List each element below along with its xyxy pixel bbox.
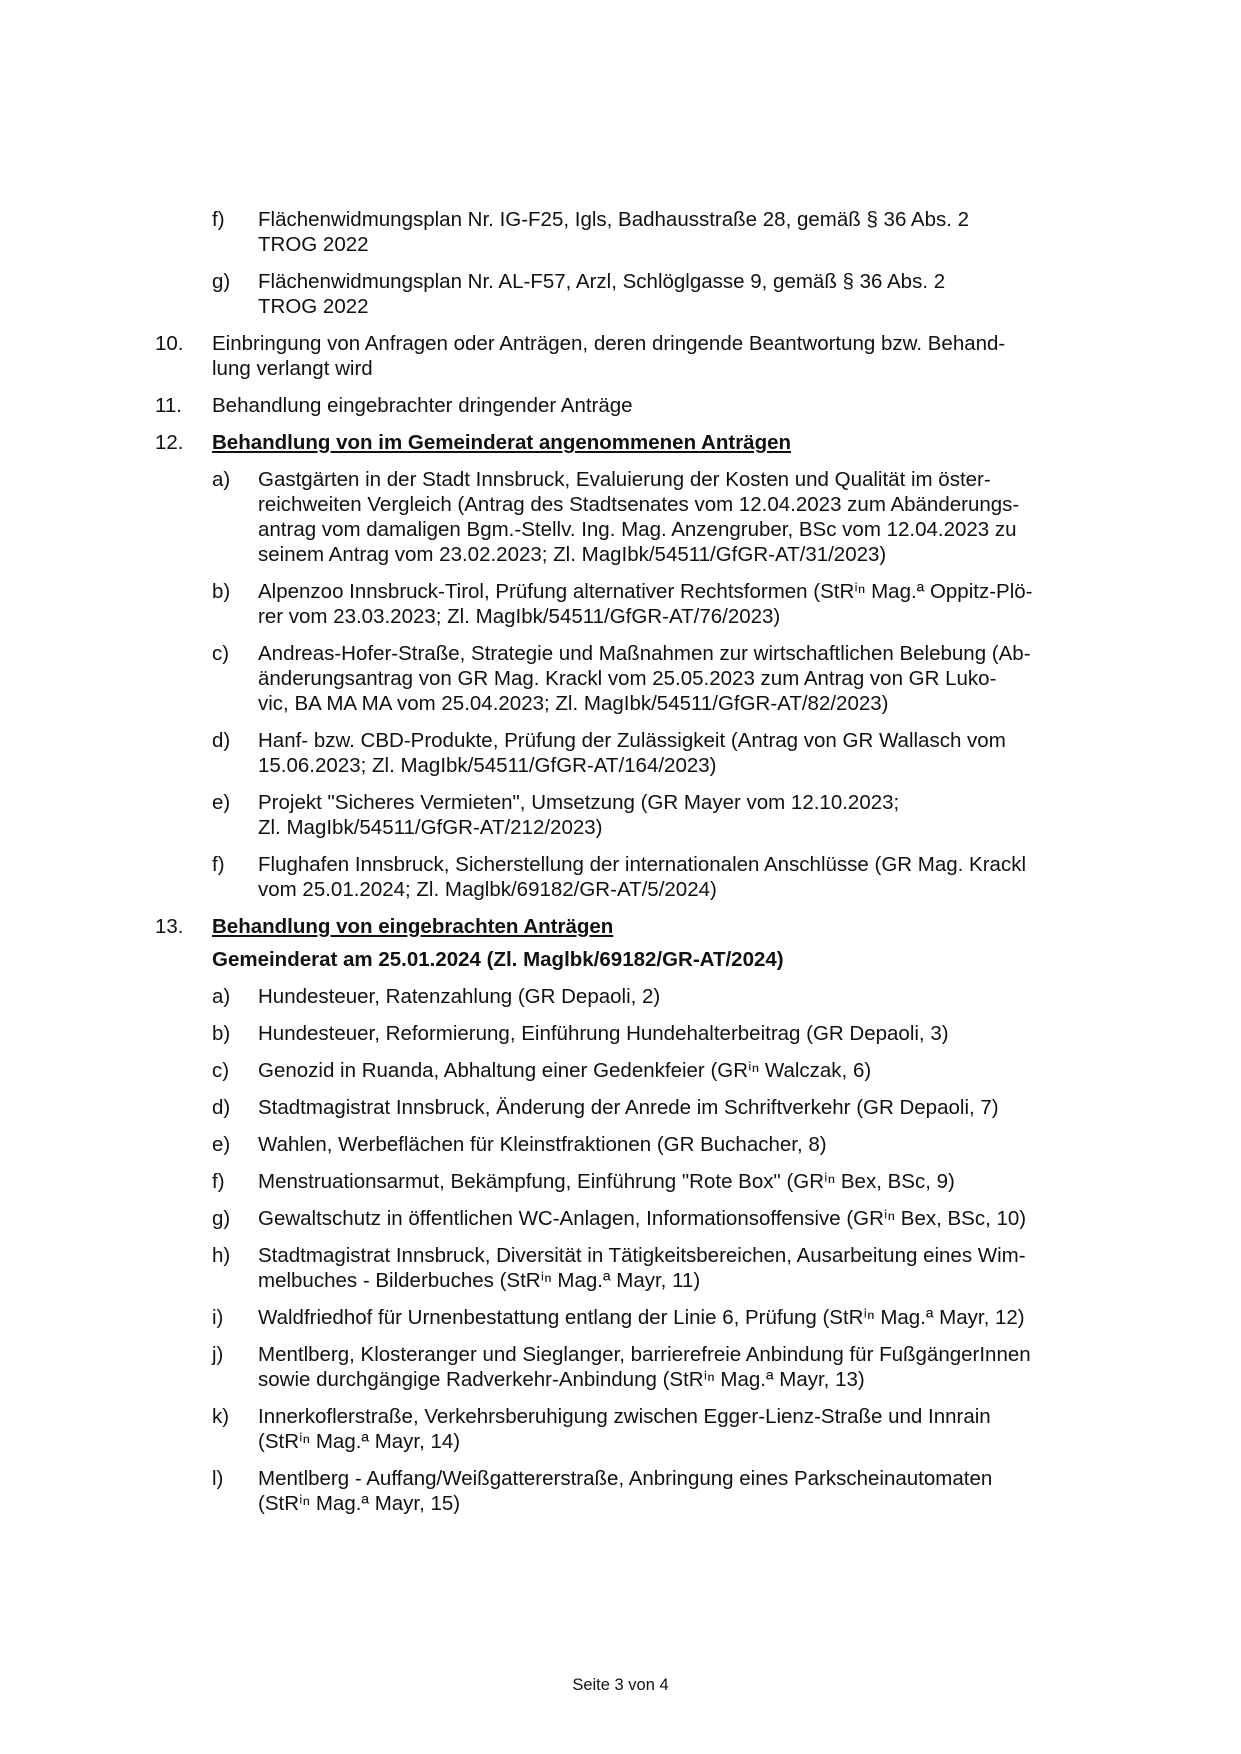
- text-line: änderungsantrag von GR Mag. Krackl vom 25.05.2023 zum Antrag von GR Luko-: [258, 667, 997, 690]
- agenda-subitem-13b: [212, 1021, 1145, 1046]
- subitem-text: [258, 1206, 1145, 1231]
- text-line: Hundesteuer, Ratenzahlung (GR Depaoli, 2): [258, 985, 661, 1008]
- agenda-subitem-13g: [212, 1206, 1145, 1231]
- item-number: 12.: [155, 431, 184, 454]
- subitem-letter: d): [212, 1096, 231, 1119]
- text-line: TROG 2022: [258, 295, 369, 318]
- agenda-subitem-13k: [212, 1404, 1145, 1454]
- subitem-text: [258, 852, 1145, 902]
- subitem-letter: c): [212, 1059, 230, 1082]
- page-footer: Seite 3 von 4: [572, 1676, 669, 1694]
- agenda-subitem-13d: [212, 1095, 1145, 1120]
- section-heading: Behandlung von eingebrachten Anträgen: [212, 915, 614, 938]
- text-line: Stadtmagistrat Innsbruck, Änderung der Anrede im Schriftverkehr (GR Depaoli, 7): [258, 1096, 999, 1119]
- text-line: (StRⁱⁿ Mag.ª Mayr, 15): [258, 1492, 461, 1515]
- subitem-text: [258, 1243, 1145, 1293]
- subitem-text: [258, 1095, 1145, 1120]
- text-line: Einbringung von Anfragen oder Anträgen, deren dringende Beantwortung bzw. Behand-: [212, 332, 1006, 355]
- subitem-text: [258, 1305, 1145, 1330]
- subitem-letter: b): [212, 580, 231, 603]
- text-line: reichweiten Vergleich (Antrag des Stadtsenates vom 12.04.2023 zum Abänderungs-: [258, 493, 1020, 516]
- subitem-text: [258, 1404, 1145, 1454]
- agenda-subitem-12e: [212, 790, 1145, 840]
- subitem-letter: l): [212, 1467, 224, 1490]
- subitem-list-12: [155, 467, 1145, 902]
- text-line: Waldfriedhof für Urnenbestattung entlang der Linie 6, Prüfung (StRⁱⁿ Mag.ª Mayr, 12): [258, 1306, 1025, 1329]
- text-line: melbuches - Bilderbuches (StRⁱⁿ Mag.ª Mayr, 11): [258, 1269, 701, 1292]
- item-text: Behandlung eingebrachter dringender Anträge: [212, 394, 633, 417]
- subitem-text: [258, 269, 1145, 319]
- agenda-subitem-12b: [212, 579, 1145, 629]
- subitem-letter: i): [212, 1306, 224, 1329]
- subitem-letter: g): [212, 1207, 231, 1230]
- text-line: Flughafen Innsbruck, Sicherstellung der internationalen Anschlüsse (GR Mag. Krackl: [258, 853, 1027, 876]
- text-line: Andreas-Hofer-Straße, Strategie und Maßnahmen zur wirtschaftlichen Belebung (Ab-: [258, 642, 1031, 665]
- text-line: TROG 2022: [258, 233, 369, 256]
- text-line: 15.06.2023; Zl. MagIbk/54511/GfGR-AT/164/2023): [258, 754, 717, 777]
- agenda-subitem-13l: [212, 1466, 1145, 1516]
- text-line: antrag vom damaligen Bgm.-Stellv. Ing. Mag. Anzengruber, BSc vom 12.04.2023 zu: [258, 518, 1017, 541]
- item-number: 13.: [155, 915, 184, 938]
- item-number: 11.: [155, 394, 182, 417]
- subitem-letter: a): [212, 985, 231, 1008]
- item-heading: [212, 914, 1145, 972]
- text-line: Menstruationsarmut, Bekämpfung, Einführung "Rote Box" (GRⁱⁿ Bex, BSc, 9): [258, 1170, 955, 1193]
- item-heading: [212, 430, 1145, 455]
- section-subheading: Gemeinderat am 25.01.2024 (Zl. Maglbk/69182/GR-AT/2024): [212, 948, 784, 971]
- subitem-letter: e): [212, 1133, 231, 1156]
- agenda-subitem-13c: [212, 1058, 1145, 1083]
- agenda-subitem-13f: [212, 1169, 1145, 1194]
- text-line: Flächenwidmungsplan Nr. IG-F25, Igls, Badhausstraße 28, gemäß § 36 Abs. 2: [258, 208, 970, 231]
- text-line: Zl. MagIbk/54511/GfGR-AT/212/2023): [258, 816, 603, 839]
- subitem-letter: f): [212, 853, 225, 876]
- subitem-list-13: [155, 984, 1145, 1516]
- text-line: lung verlangt wird: [212, 357, 373, 380]
- text-line: vom 25.01.2024; Zl. Maglbk/69182/GR-AT/5/2024): [258, 878, 717, 901]
- agenda-subitem-9f: [212, 207, 1145, 257]
- subitem-text: [258, 1058, 1145, 1083]
- subitem-text: [258, 728, 1145, 778]
- agenda-subitem-12f: [212, 852, 1145, 902]
- agenda-subitem-13e: [212, 1132, 1145, 1157]
- text-line: seinem Antrag vom 23.02.2023; Zl. MagIbk/54511/GfGR-AT/31/2023): [258, 543, 887, 566]
- subitem-text: [258, 1342, 1145, 1392]
- item-text: [212, 331, 1145, 381]
- subitem-text: [258, 467, 1145, 567]
- agenda-list: [155, 207, 1145, 1528]
- agenda-subitem-9g: [212, 269, 1145, 319]
- text-line: sowie durchgängige Radverkehr-Anbindung (StRⁱⁿ Mag.ª Mayr, 13): [258, 1368, 865, 1391]
- text-line: Stadtmagistrat Innsbruck, Diversität in Tätigkeitsbereichen, Ausarbeitung eines Wim-: [258, 1244, 1026, 1267]
- subitem-text: [258, 1466, 1145, 1516]
- agenda-item-10: [155, 331, 1145, 381]
- subitem-letter: a): [212, 468, 231, 491]
- item-number: 10.: [155, 332, 184, 355]
- agenda-subitem-12d: [212, 728, 1145, 778]
- subitem-text: [258, 984, 1145, 1009]
- agenda-item-12: [155, 430, 1145, 455]
- agenda-subitem-13j: [212, 1342, 1145, 1392]
- text-line: Flächenwidmungsplan Nr. AL-F57, Arzl, Schlöglgasse 9, gemäß § 36 Abs. 2: [258, 270, 946, 293]
- agenda-subitem-13h: [212, 1243, 1145, 1293]
- subitem-letter: k): [212, 1405, 230, 1428]
- text-line: Mentlberg, Klosteranger und Sieglanger, barrierefreie Anbindung für FußgängerInnen: [258, 1343, 1031, 1366]
- text-line: Hundesteuer, Reformierung, Einführung Hundehalterbeitrag (GR Depaoli, 3): [258, 1022, 949, 1045]
- subitem-letter: d): [212, 729, 231, 752]
- text-line: Innerkoflerstraße, Verkehrsberuhigung zwischen Egger-Lienz-Straße und Innrain: [258, 1405, 991, 1428]
- text-line: Genozid in Ruanda, Abhaltung einer Gedenkfeier (GRⁱⁿ Walczak, 6): [258, 1059, 872, 1082]
- agenda-item-11: [155, 393, 1145, 418]
- text-line: Wahlen, Werbeflächen für Kleinstfraktionen (GR Buchacher, 8): [258, 1133, 827, 1156]
- subitem-letter: f): [212, 208, 225, 231]
- agenda-subitem-13a: [212, 984, 1145, 1009]
- subitem-text: [258, 1169, 1145, 1194]
- text-line: (StRⁱⁿ Mag.ª Mayr, 14): [258, 1430, 461, 1453]
- subitem-letter: f): [212, 1170, 225, 1193]
- subitem-letter: c): [212, 642, 230, 665]
- agenda-subitem-12a: [212, 467, 1145, 567]
- subitem-letter: j): [212, 1343, 224, 1366]
- subitem-letter: e): [212, 791, 231, 814]
- subitem-text: [258, 1021, 1145, 1046]
- subitem-text: [258, 1132, 1145, 1157]
- text-line: vic, BA MA MA vom 25.04.2023; Zl. MagIbk/54511/GfGR-AT/82/2023): [258, 692, 889, 715]
- text-line: Alpenzoo Innsbruck-Tirol, Prüfung alternativer Rechtsformen (StRⁱⁿ Mag.ª Oppitz-Plö-: [258, 580, 1033, 603]
- agenda-item-13: [155, 914, 1145, 972]
- text-line: Mentlberg - Auffang/Weißgattererstraße, Anbringung eines Parkscheinautomaten: [258, 1467, 993, 1490]
- subitem-text: [258, 579, 1145, 629]
- subitem-letter: h): [212, 1244, 231, 1267]
- text-line: Gewaltschutz in öffentlichen WC-Anlagen, Informationsoffensive (GRⁱⁿ Bex, BSc, 10): [258, 1207, 1027, 1230]
- subitem-letter: b): [212, 1022, 231, 1045]
- subitem-text: [258, 790, 1145, 840]
- subitem-letter: g): [212, 270, 231, 293]
- text-line: Gastgärten in der Stadt Innsbruck, Evaluierung der Kosten und Qualität im öster-: [258, 468, 991, 491]
- subitem-text: [258, 641, 1145, 716]
- text-line: rer vom 23.03.2023; Zl. MagIbk/54511/GfGR-AT/76/2023): [258, 605, 781, 628]
- subitem-text: [258, 207, 1145, 257]
- agenda-subitem-12c: [212, 641, 1145, 716]
- section-heading: Behandlung von im Gemeinderat angenommenen Anträgen: [212, 431, 792, 454]
- agenda-subitem-13i: [212, 1305, 1145, 1330]
- text-line: Hanf- bzw. CBD-Produkte, Prüfung der Zulässigkeit (Antrag von GR Wallasch vom: [258, 729, 1006, 752]
- text-line: Projekt "Sicheres Vermieten", Umsetzung (GR Mayer vom 12.10.2023;: [258, 791, 900, 814]
